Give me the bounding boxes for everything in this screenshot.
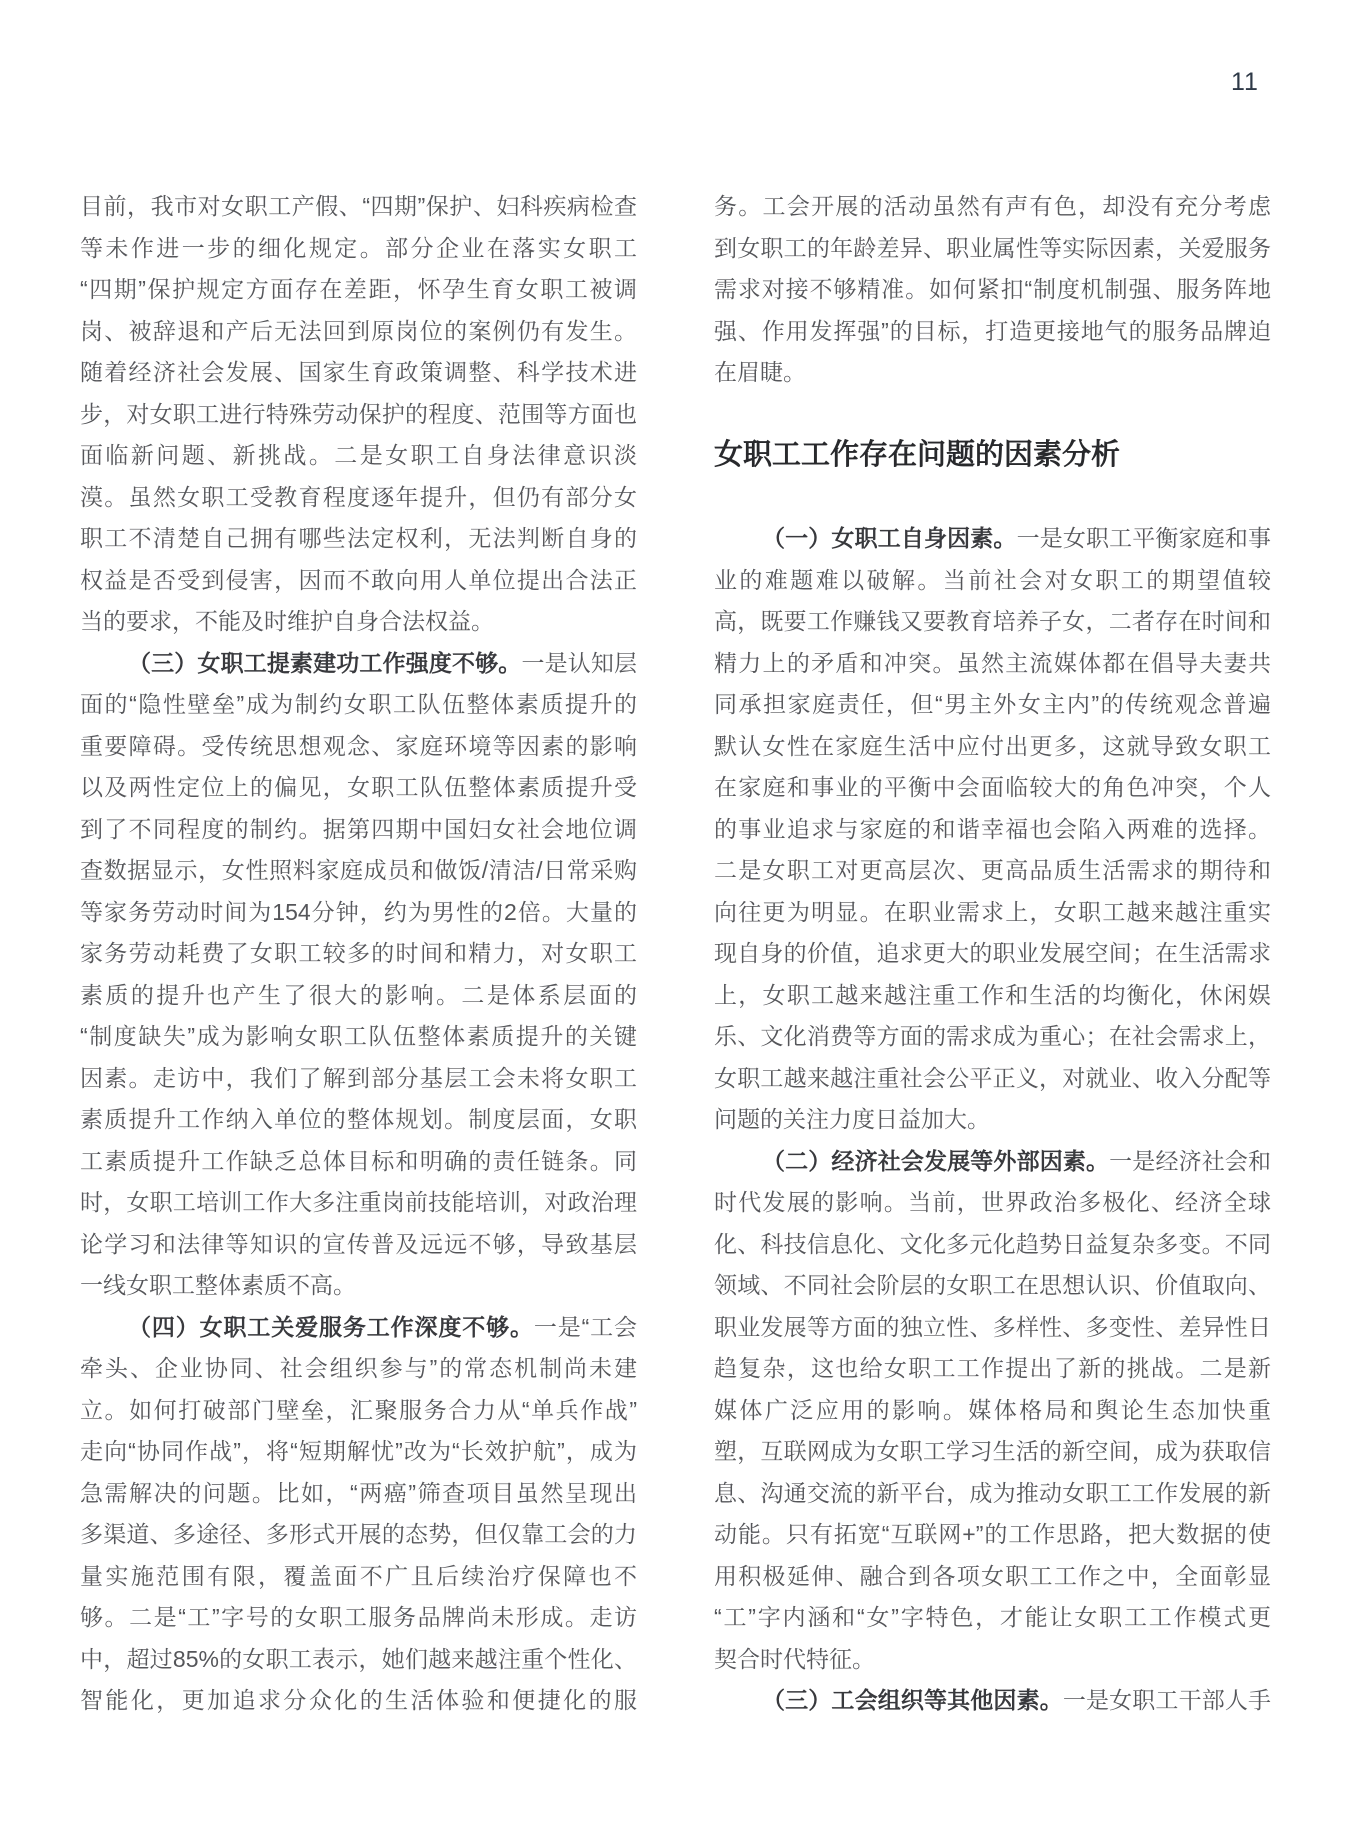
body-text: 一是经济社会和 [1109, 1147, 1272, 1174]
body-text: 岗、被辞退和产后无法回到原岗位的案例仍有发生。 [80, 317, 637, 344]
text-line [714, 1182, 1271, 1224]
body-text: 现自身的价值，追求更大的职业发展空间；在生活需求 [714, 940, 1271, 966]
body-text: 时，女职工培训工作大多注重岗前技能培训，对政治理 [80, 1189, 637, 1215]
text-line [80, 1016, 637, 1058]
text-line [714, 767, 1271, 809]
text-line [80, 1597, 637, 1639]
text-line [80, 684, 637, 726]
body-text: 漠。虽然女职工受教育程度逐年提升，但仍有部分女 [80, 483, 637, 510]
body-text: 到女职工的年龄差异、职业属性等实际因素，关爱服务 [714, 234, 1271, 261]
text-line [714, 1390, 1271, 1432]
body-text: 查数据显示，女性照料家庭成员和做饭/清洁/日常采购 [80, 857, 637, 883]
body-text: 当的要求，不能及时维护自身合法权益。 [80, 608, 494, 634]
body-text: 重要障碍。受传统思想观念、家庭环境等因素的影响 [80, 732, 637, 759]
body-text: 走向“协同作战”，将“短期解忧”改为“长效护航”，成为 [80, 1438, 637, 1464]
text-line [714, 601, 1271, 643]
body-text: 权益是否受到侵害，因而不敢向用人单位提出合法正 [80, 566, 637, 593]
bold-lead-in: （一）女职工自身因素。 [762, 525, 1017, 551]
left-column [80, 186, 637, 1722]
body-text: 以及两性定位上的偏见，女职工队伍整体素质提升受 [80, 774, 637, 800]
body-text: 素质的提升也产生了很大的影响。二是体系层面的 [80, 981, 637, 1008]
body-text: 立。如何打破部门壁垒，汇聚服务合力从“单兵作战” [80, 1396, 637, 1423]
text-line [714, 1556, 1271, 1598]
bold-lead-in: （三）工会组织等其他因素。 [762, 1687, 1063, 1713]
text-line [80, 726, 637, 768]
body-text: 论学习和法律等知识的宣传普及远远不够，导致基层 [80, 1230, 637, 1257]
body-text: 随着经济社会发展、国家生育政策调整、科学技术进 [80, 359, 637, 385]
text-line [80, 1431, 637, 1473]
body-text: 中，超过85%的女职工表示，她们越来越注重个性化、 [80, 1645, 637, 1672]
text-line [714, 269, 1271, 311]
text-line [714, 1058, 1271, 1100]
body-text: 一是女职工平衡家庭和事 [1016, 525, 1272, 551]
text-line [80, 850, 637, 892]
body-text: 急需解决的问题。比如，“两癌”筛查项目虽然呈现出 [80, 1479, 637, 1506]
body-text: 务。工会开展的活动虽然有声有色，却没有充分考虑 [714, 193, 1271, 219]
right-column [714, 186, 1271, 1722]
body-text: 问题的关注力度日益加大。 [714, 1106, 990, 1132]
line-gap [714, 477, 1271, 519]
body-text: 等未作进一步的细化规定。部分企业在落实女职工 [80, 234, 637, 261]
body-text: 契合时代特征。 [714, 1645, 875, 1672]
text-line [714, 726, 1271, 768]
text-line [80, 311, 637, 353]
text-line [80, 975, 637, 1017]
text-line [714, 850, 1271, 892]
body-text: 强、作用发挥强”的目标，打造更接地气的服务品牌迫 [714, 317, 1271, 344]
text-line [714, 684, 1271, 726]
body-text: 面临新问题、新挑战。二是女职工自身法律意识淡 [80, 442, 637, 468]
body-text: 一是认知层 [521, 649, 638, 676]
text-line [714, 1639, 1271, 1681]
body-text: 默认女性在家庭生活中应付出更多，这就导致女职工 [714, 732, 1271, 759]
body-text: 牵头、企业协同、社会组织参与”的常态机制尚未建 [80, 1355, 637, 1381]
text-line [714, 186, 1271, 228]
text-line [714, 311, 1271, 353]
text-line [80, 269, 637, 311]
body-text: 在眉睫。 [714, 359, 806, 385]
body-text: 息、沟通交流的新平台，成为推动女职工工作发展的新 [714, 1479, 1271, 1506]
text-line [80, 1307, 637, 1349]
body-text: 职工不清楚自己拥有哪些法定权利，无法判断自身的 [80, 525, 637, 551]
section-heading: 女职工工作存在问题的因素分析 [714, 439, 1121, 471]
page-number: 11 [1231, 68, 1259, 96]
body-text: 向往更为明显。在职业需求上，女职工越来越注重实 [714, 898, 1271, 925]
body-text: 够。二是“工”字号的女职工服务品牌尚未形成。走访 [80, 1604, 637, 1630]
body-text: 步，对女职工进行特殊劳动保护的程度、范围等方面也 [80, 400, 637, 427]
body-text: 化、科技信息化、文化多元化趋势日益复杂多变。不同 [714, 1230, 1271, 1257]
body-text: 职业发展等方面的独立性、多样性、多变性、差异性日 [714, 1313, 1271, 1340]
body-text: “工”字内涵和“女”字特色，才能让女职工工作模式更 [714, 1604, 1271, 1630]
text-line [80, 1099, 637, 1141]
text-line [714, 643, 1271, 685]
body-text: 量实施范围有限，覆盖面不广且后续治疗保障也不 [80, 1562, 637, 1589]
text-line [80, 477, 637, 519]
text-line [80, 1182, 637, 1224]
text-line [80, 518, 637, 560]
body-text: 乐、文化消费等方面的需求成为重心；在社会需求上， [714, 1023, 1271, 1049]
text-line [714, 560, 1271, 602]
text-line [80, 1639, 637, 1681]
text-line [714, 1431, 1271, 1473]
text-line [80, 1141, 637, 1183]
body-text: 动能。只有拓宽“互联网+”的工作思路，把大数据的使 [714, 1521, 1271, 1547]
text-line [714, 1099, 1271, 1141]
text-line [80, 1058, 637, 1100]
text-line [714, 892, 1271, 934]
text-line [80, 435, 637, 477]
text-line [80, 228, 637, 270]
body-text: 的事业追求与家庭的和谐幸福也会陷入两难的选择。 [714, 815, 1271, 842]
text-line [714, 1680, 1271, 1722]
text-line [714, 1307, 1271, 1349]
body-text: 一线女职工整体素质不高。 [80, 1272, 356, 1298]
body-text: 等家务劳动时间为154分钟，约为男性的2倍。大量的 [80, 898, 637, 925]
body-text: 在家庭和事业的平衡中会面临较大的角色冲突，个人 [714, 774, 1271, 800]
body-text: 素质提升工作纳入单位的整体规划。制度层面，女职 [80, 1106, 637, 1132]
bold-lead-in: （三）女职工提素建功工作强度不够。 [128, 649, 522, 676]
body-text: “四期”保护规定方面存在差距，怀孕生育女职工被调 [80, 276, 637, 302]
text-line [80, 560, 637, 602]
text-line [80, 1390, 637, 1432]
bold-lead-in: （二）经济社会发展等外部因素。 [762, 1147, 1110, 1174]
body-text: 智能化，更加追求分众化的生活体验和便捷化的服 [80, 1687, 637, 1713]
body-text: 因素。走访中，我们了解到部分基层工会未将女职工 [80, 1064, 637, 1091]
body-text: 需求对接不够精准。如何紧扣“制度机制强、服务阵地 [714, 276, 1271, 302]
text-line [714, 1141, 1271, 1183]
line-gap [714, 394, 1271, 436]
bold-lead-in: （四）女职工关爱服务工作深度不够。 [128, 1313, 534, 1340]
text-line [80, 809, 637, 851]
text-line [714, 228, 1271, 270]
text-line [714, 809, 1271, 851]
text-line [714, 1224, 1271, 1266]
text-line [714, 1597, 1271, 1639]
text-line [80, 1224, 637, 1266]
text-line [80, 1348, 637, 1390]
text-line [80, 767, 637, 809]
text-line [714, 1514, 1271, 1556]
text-line [80, 1680, 637, 1722]
text-line [80, 643, 637, 685]
text-line [714, 1473, 1271, 1515]
text-line [714, 1016, 1271, 1058]
body-text: 用积极延伸、融合到各项女职工工作之中，全面彰显 [714, 1562, 1271, 1589]
text-line [714, 1265, 1271, 1307]
text-line [714, 352, 1271, 394]
text-line [80, 1556, 637, 1598]
body-text: 精力上的矛盾和冲突。虽然主流媒体都在倡导夫妻共 [714, 649, 1271, 676]
body-text: 一是“工会 [533, 1313, 637, 1340]
body-text: 高，既要工作赚钱又要教育培养子女，二者存在时间和 [714, 608, 1271, 634]
body-text: 时代发展的影响。当前，世界政治多极化、经济全球 [714, 1189, 1271, 1215]
text-line [80, 601, 637, 643]
body-text: “制度缺失”成为影响女职工队伍整体素质提升的关键 [80, 1023, 637, 1049]
body-text: 趋复杂，这也给女职工工作提出了新的挑战。二是新 [714, 1355, 1271, 1381]
text-line [80, 1514, 637, 1556]
text-line [80, 1473, 637, 1515]
body-text: 面的“隐性壁垒”成为制约女职工队伍整体素质提升的 [80, 691, 637, 717]
text-line [80, 394, 637, 436]
body-text: 同承担家庭责任，但“男主外女主内”的传统观念普遍 [714, 691, 1271, 717]
text-line [714, 975, 1271, 1017]
body-text: 二是女职工对更高层次、更高品质生活需求的期待和 [714, 857, 1271, 883]
text-line [80, 892, 637, 934]
text-line [80, 352, 637, 394]
body-text: 工素质提升工作缺乏总体目标和明确的责任链条。同 [80, 1147, 637, 1174]
body-text: 目前，我市对女职工产假、“四期”保护、妇科疾病检查 [80, 193, 637, 219]
body-text: 塑，互联网成为女职工学习生活的新空间，成为获取信 [714, 1438, 1271, 1464]
body-text: 业的难题难以破解。当前社会对女职工的期望值较 [714, 566, 1271, 593]
body-text: 上，女职工越来越注重工作和生活的均衡化，休闲娱 [714, 981, 1271, 1008]
body-text: 多渠道、多途径、多形式开展的态势，但仅靠工会的力 [80, 1521, 637, 1547]
body-text: 媒体广泛应用的影响。媒体格局和舆论生态加快重 [714, 1396, 1271, 1423]
text-line [80, 1265, 637, 1307]
body-text: 到了不同程度的制约。据第四期中国妇女社会地位调 [80, 815, 637, 842]
text-line [714, 518, 1271, 560]
body-text: 一是女职工干部人手 [1062, 1687, 1272, 1713]
body-text: 领域、不同社会阶层的女职工在思想认识、价值取向、 [714, 1272, 1271, 1298]
text-line [714, 1348, 1271, 1390]
body-text: 女职工越来越注重社会公平正义，对就业、收入分配等 [714, 1064, 1271, 1091]
text-line [714, 933, 1271, 975]
text-line [80, 933, 637, 975]
text-line [80, 186, 637, 228]
body-text: 家务劳动耗费了女职工较多的时间和精力，对女职工 [80, 940, 637, 966]
